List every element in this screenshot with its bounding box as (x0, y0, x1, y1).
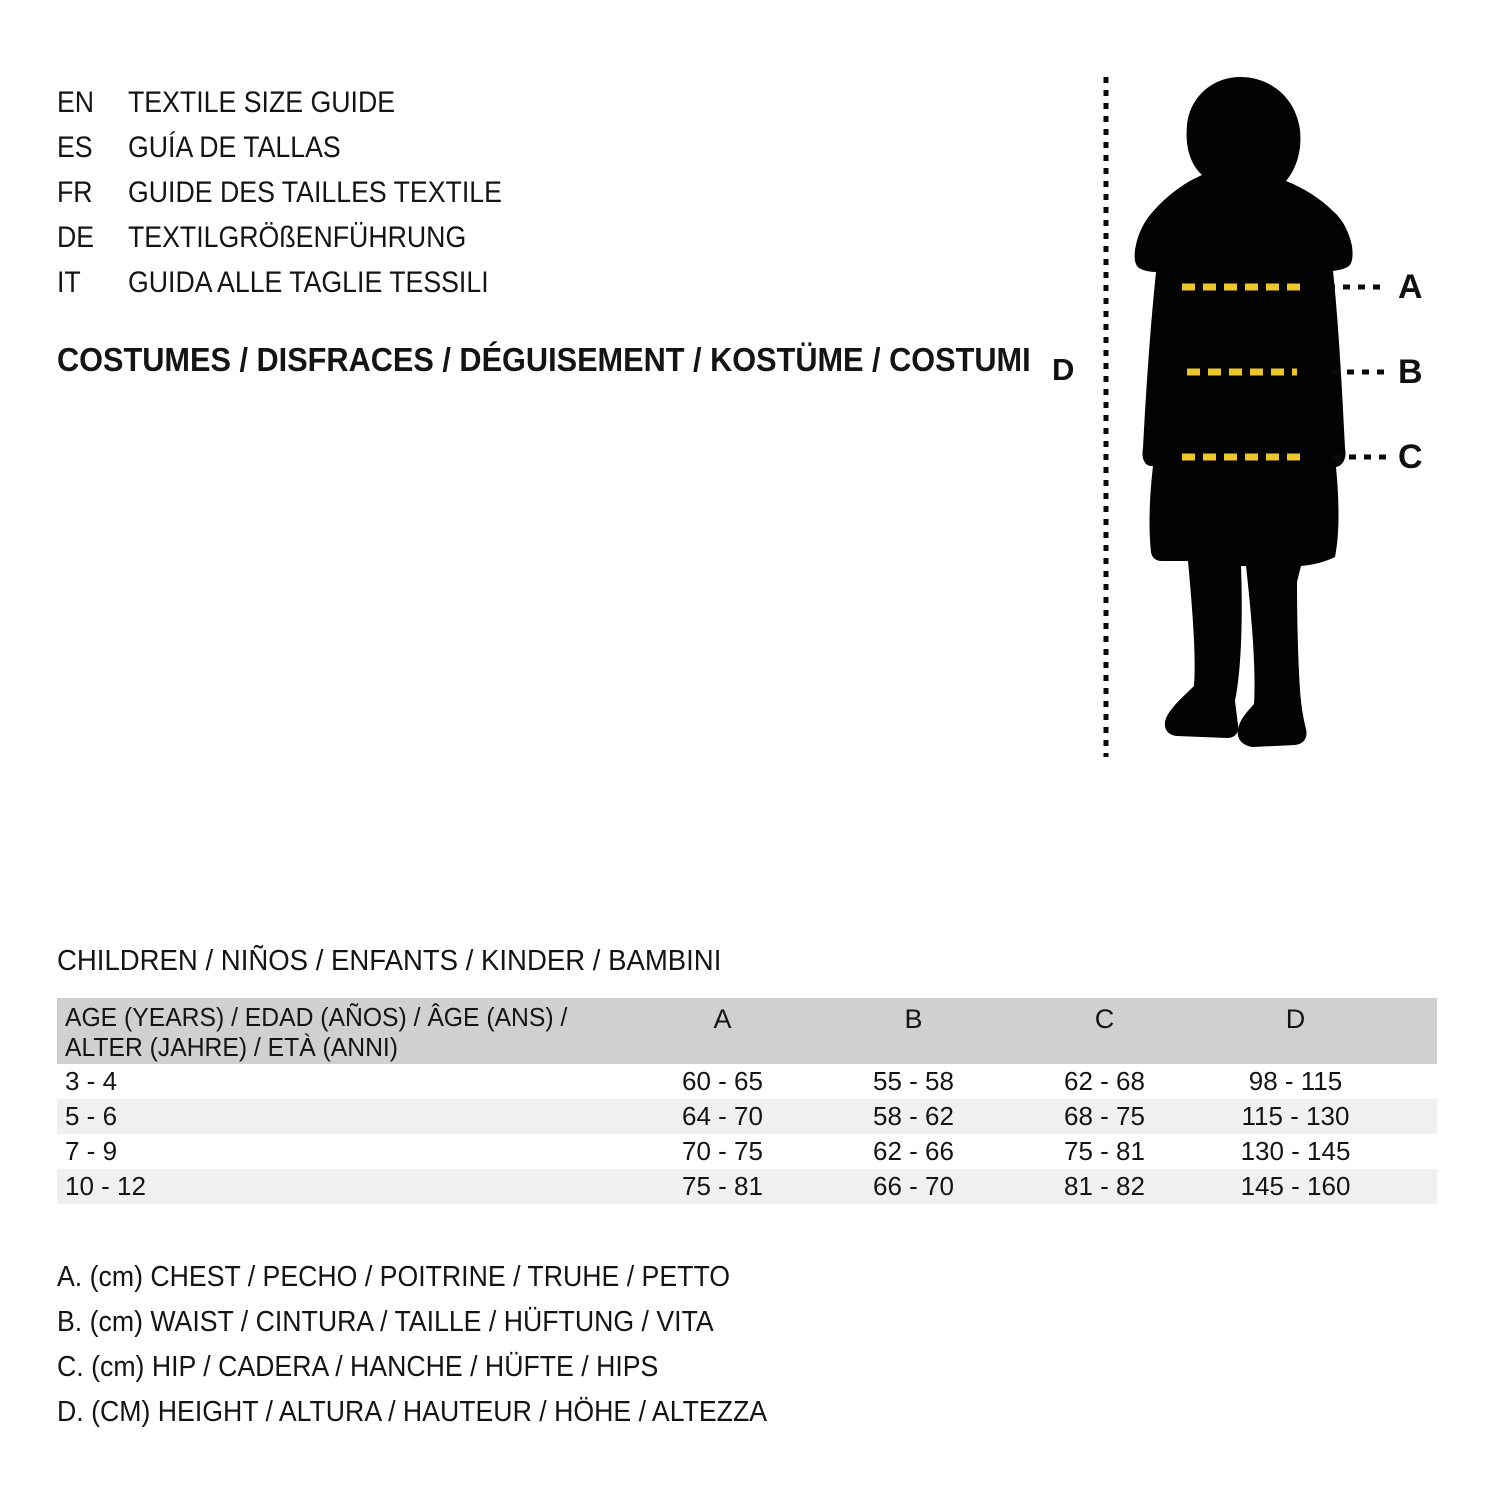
language-list (57, 80, 548, 305)
language-row-fr (57, 170, 548, 215)
table-header-row (57, 998, 1437, 1064)
figure-label-chest: A (1398, 268, 1423, 306)
figure-label-hip: C (1398, 438, 1423, 476)
height-cell: 145 - 160 (1240, 1171, 1351, 1201)
column-header-a: A (713, 1004, 732, 1034)
chest-cell: 60 - 65 (682, 1066, 763, 1096)
age-column-header (57, 998, 627, 1064)
row-filler (1391, 1099, 1437, 1134)
legend-height (57, 1390, 829, 1435)
language-code: IT (57, 266, 81, 299)
age-header-line2: ALTER (JAHRE) / ETÀ (ANNI) (65, 1032, 399, 1062)
language-row-en (57, 80, 548, 125)
age-cell: 7 - 9 (65, 1136, 118, 1166)
language-label: GUIDE DES TAILLES TEXTILE (128, 176, 502, 209)
language-row-it (57, 260, 548, 305)
row-filler (1391, 1064, 1437, 1099)
chest-cell: 70 - 75 (682, 1136, 763, 1166)
language-row-de (57, 215, 548, 260)
hip-cell: 75 - 81 (1064, 1136, 1145, 1166)
age-header-line1: AGE (YEARS) / EDAD (AÑOS) / ÂGE (ANS) / (65, 1002, 568, 1032)
age-cell: 5 - 6 (65, 1101, 118, 1131)
language-label: TEXTILE SIZE GUIDE (128, 86, 396, 119)
table-row (57, 1099, 1437, 1134)
chest-cell: 75 - 81 (682, 1171, 763, 1201)
waist-cell: 55 - 58 (873, 1066, 954, 1096)
size-table (57, 998, 1437, 1204)
legend-hip-text: C. (cm) HIP / CADERA / HANCHE / HÜFTE / HIPS (57, 1351, 659, 1383)
header-filler (1391, 998, 1437, 1064)
column-header-c: C (1094, 1004, 1115, 1034)
legend-chest (57, 1255, 829, 1300)
language-code: DE (57, 221, 95, 254)
row-filler (1391, 1169, 1437, 1204)
height-cell: 98 - 115 (1248, 1066, 1343, 1096)
child-silhouette (1135, 77, 1353, 747)
column-header-d: D (1285, 1004, 1306, 1034)
height-cell: 130 - 145 (1240, 1136, 1351, 1166)
row-filler (1391, 1134, 1437, 1169)
age-cell: 3 - 4 (65, 1066, 118, 1096)
measurement-legend (57, 1255, 829, 1435)
hip-cell: 62 - 68 (1064, 1066, 1145, 1096)
waist-cell: 58 - 62 (873, 1101, 954, 1131)
category-title (57, 341, 1104, 379)
table-row (57, 1169, 1437, 1204)
language-row-es (57, 125, 548, 170)
table-row (57, 1134, 1437, 1169)
chest-cell: 64 - 70 (682, 1101, 763, 1131)
language-code: FR (57, 176, 93, 209)
figure-label-waist: B (1398, 353, 1423, 391)
legend-chest-text: A. (cm) CHEST / PECHO / POITRINE / TRUHE / PETTO (57, 1261, 731, 1293)
legend-waist-text: B. (cm) WAIST / CINTURA / TAILLE / HÜFTUNG / VITA (57, 1306, 714, 1338)
legend-height-text: D. (CM) HEIGHT / ALTURA / HAUTEUR / HÖHE / ALTEZZA (57, 1396, 768, 1428)
language-label: GUÍA DE TALLAS (128, 131, 341, 164)
age-cell: 10 - 12 (65, 1171, 146, 1201)
table-row (57, 1064, 1437, 1099)
legend-waist (57, 1300, 829, 1345)
height-cell: 115 - 130 (1241, 1101, 1350, 1131)
hip-cell: 68 - 75 (1064, 1101, 1145, 1131)
waist-cell: 62 - 66 (873, 1136, 954, 1166)
language-code: ES (57, 131, 93, 164)
language-label: GUIDA ALLE TAGLIE TESSILI (128, 266, 489, 299)
language-code: EN (57, 86, 95, 119)
figure-label-height: D (1052, 352, 1075, 387)
language-label: TEXTILGRÖßENFÜHRUNG (128, 221, 467, 254)
child-silhouette-figure (1090, 60, 1410, 760)
column-header-b: B (904, 1004, 923, 1034)
legend-hip (57, 1345, 829, 1390)
section-title-children (57, 944, 756, 978)
waist-cell: 66 - 70 (873, 1171, 954, 1201)
category-title-text: COSTUMES / DISFRACES / DÉGUISEMENT / KOSTÜME / COSTUMI (57, 341, 1031, 378)
section-title-text: CHILDREN / NIÑOS / ENFANTS / KINDER / BAMBINI (57, 945, 722, 977)
hip-cell: 81 - 82 (1064, 1171, 1145, 1201)
